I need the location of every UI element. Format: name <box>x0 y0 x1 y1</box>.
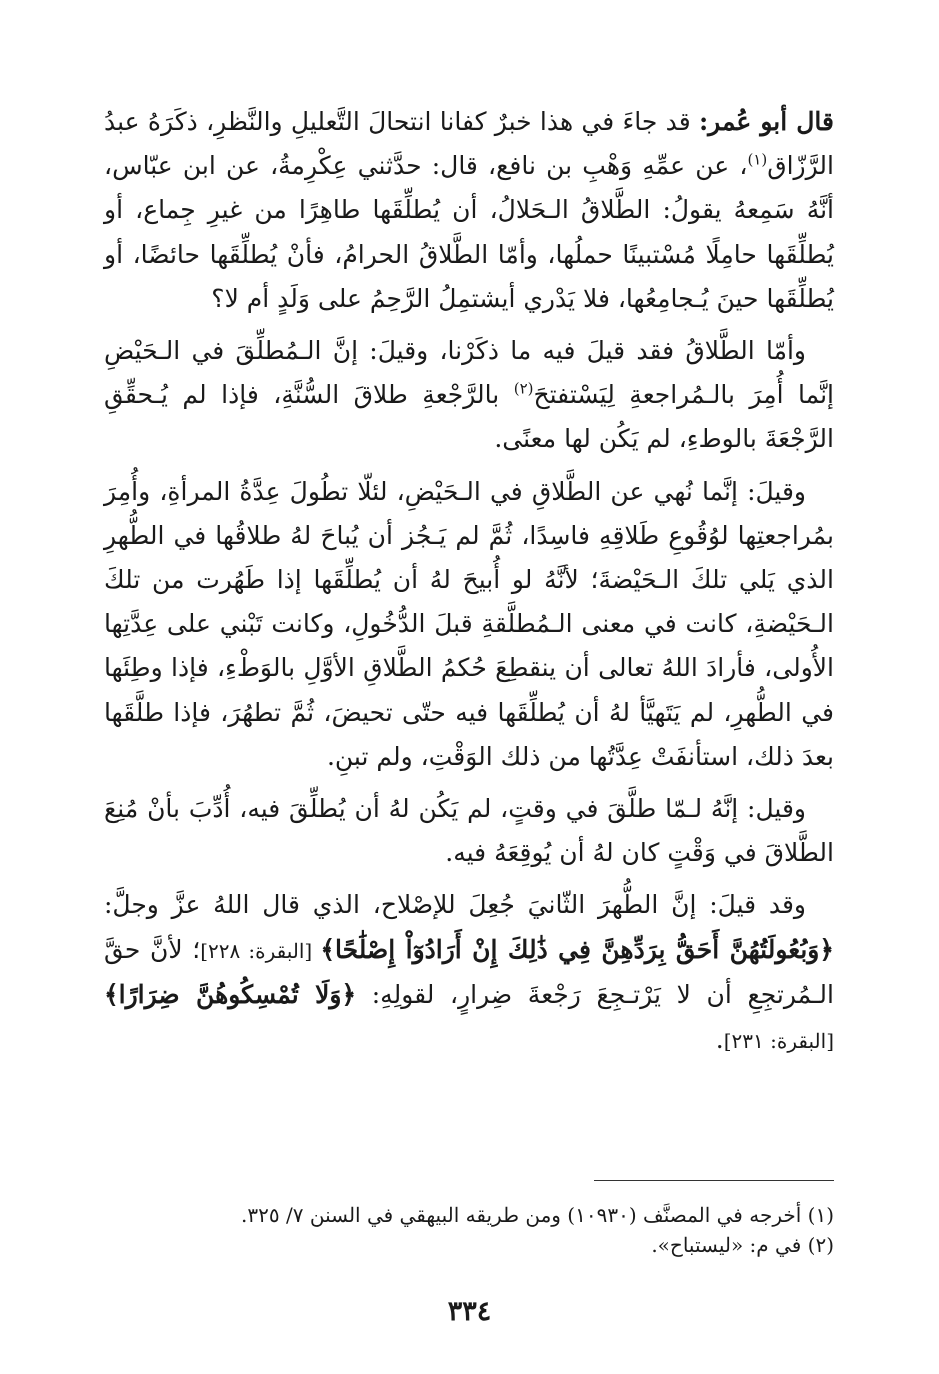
paragraph-5-text-b: ؛ لأنَّ حقَّ الـمُرتجِعِ أن لا يَرْتـجِعَ رَجْعةَ ضِرارٍ، لقولِهِ: <box>104 934 834 1009</box>
footnote-marker-1: (١) <box>747 150 768 169</box>
quran-verse-1: ﴿وَبُعُولَتُهُنَّ أَحَقُّ بِرَدِّهِنَّ فِي ذَٰلِكَ إِنْ أَرَادُوٓاْ إِصْلَٰحًا﴾ <box>320 934 834 964</box>
paragraph-5-text-a: وقد قيلَ: إنَّ الطُّهرَ الثّانيَ جُعِلَ للإصْلاح، الذي قال اللهُ عزَّ وجلَّ: <box>104 890 806 920</box>
paragraph-4: وقيل: إنَّهُ لـمّا طلَّقَ في وقتٍ، لم يَكُن لهُ أن يُطلِّقَ فيه، أُدِّبَ بأنْ مُنِعَ الطَّلاقَ في وَقْتٍ كان لهُ أن يُوقِعَهُ فيه. <box>104 794 834 868</box>
main-text <box>104 100 834 1071</box>
paragraph-1-text-a: قد جاءَ في هذا خبرٌ كفانا انتحالَ التَّعليلِ والنَّظرِ، ذكَرَهُ عبدُ الرَّزّاق <box>104 107 834 181</box>
paragraph-2-text-b: بالرَّجْعةِ طلاقَ السُّنَّةِ، فإذا لم يُـحقِّقِ الرَّجْعَةَ بالوطءِ، لم يَكُن لها معنًى. <box>104 380 834 454</box>
footnote-2: (٢) في م: «ليستباح». <box>651 1233 834 1257</box>
page-number: ٣٣٤ <box>447 1296 492 1327</box>
paragraph-3: وقيلَ: إنَّما نُهي عن الطَّلاقِ في الـحَيْضِ، لئلّا تطُولَ عِدَّةُ المرأةِ، وأُمِرَ بمُراجعتِها لوُقُوعِ طَلاقِهِ فاسِدًا، ثُمَّ لم يَـجُز أن يُباحَ لهُ طلاقُها في الطُّهرِ الذي يَلي تلكَ الـحَيْضةَ؛ لأنَّهُ لو أُبيحَ لهُ أن يُطلِّقَها إذا طَهُرت من تلكَ الـحَيْضةِ، كانت في معنى الـمُطلَّقةِ قبلَ الدُّخُولِ، وكانت تَبْني على عِدَّتِها الأُولى، فأرادَ اللهُ تعالى أن ينقطِعَ حُكمُ الطَّلاقِ الأوَّلِ بالوَطْءِ، فإذا وطِئَها في الطُّهرِ، لم يَتَهيَّأ لهُ أن يُطلِّقَها فيه حتّى تحيضَ، ثُمَّ تطهُرَ، فإذا طلَّقَها بعدَ ذلك، استأنفَتْ عِدَّتُها من ذلك الوَقْتِ، ولم تبنِ. <box>104 476 834 771</box>
verse-reference-1: [البقرة: ٢٢٨] <box>200 938 321 963</box>
paragraph-2 <box>104 329 834 462</box>
paragraph-5 <box>104 883 834 1063</box>
footnote-marker-2: (٢) <box>513 379 534 398</box>
verse-reference-2: [البقرة: ٢٣١] <box>723 1029 834 1054</box>
paragraph-1-text-b: ، عن عمِّهِ وَهْبِ بن نافع، قال: حدَّثني عِكْرِمةُ، عن ابن عبّاس، أنَّهُ سَمِعهُ يقولُ: الطَّلاقُ الـحَلالُ، أن يُطلِّقَها طاهِرًا من غيرِ جِماع، أو يُطلِّقَها حامِلًا مُسْتبينًا حملُها، وأمّا الطَّلاقُ الحرامُ، فأنْ يُطلِّقَها حائضًا، أو يُطلِّقَها حينَ يُـجامِعُها، فلا يَدْري أيشتمِلُ الرَّحِمُ على وَلَدٍ أم لا؟ <box>104 151 834 313</box>
paragraph-1 <box>104 100 834 321</box>
footnote-divider <box>594 1180 834 1181</box>
footnotes <box>104 1200 834 1260</box>
footnote-1: (١) أخرجه في المصنَّف (١٠٩٣٠) ومن طريقه البيهقي في السنن ٧/ ٣٢٥. <box>241 1203 834 1227</box>
quran-verse-2: ﴿وَلَا تُمْسِكُوهُنَّ ضِرَارًا﴾ <box>104 979 357 1009</box>
speaker-name: قال أبو عُمر: <box>698 107 834 136</box>
paragraph-2-text-a: وأمّا الطَّلاقُ فقد قيلَ فيه ما ذكَرْنا، وقيلَ: إنَّ الـمُطلِّقَ في الـحَيْضِ إنَّما أُمِرَ بالـمُراجعةِ لِيَسْتفتحَ <box>104 336 834 410</box>
paragraph-5-text-c: . <box>715 1025 724 1055</box>
